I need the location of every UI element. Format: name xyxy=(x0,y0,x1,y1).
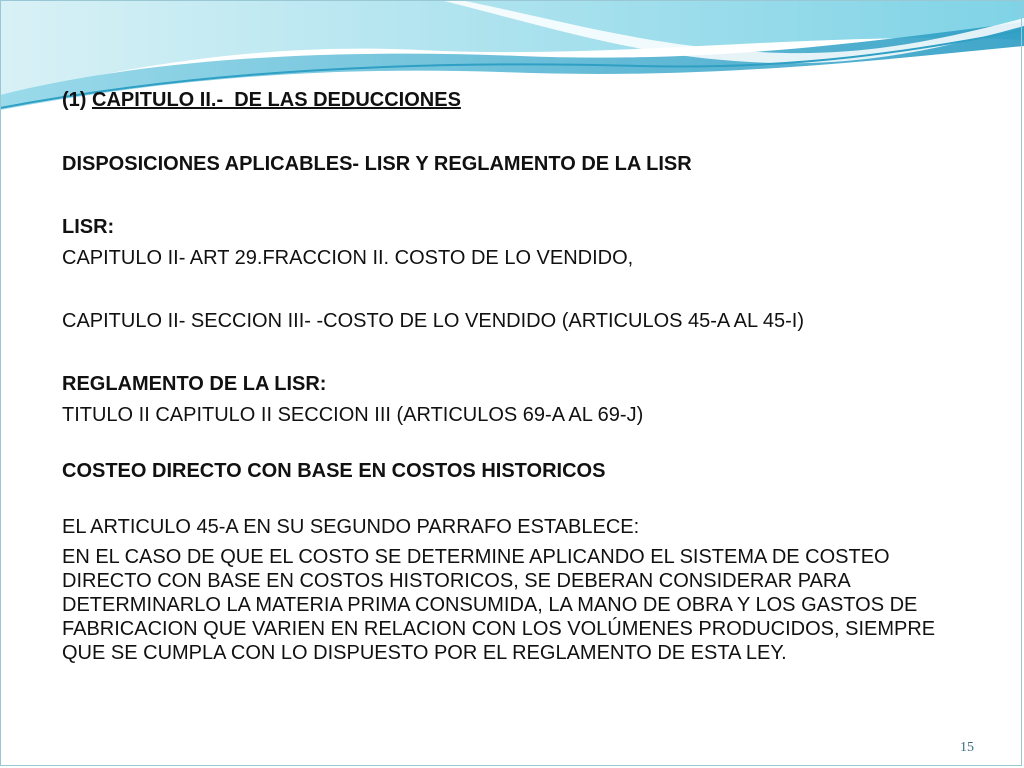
lisr-item-1: CAPITULO II- ART 29.FRACCION II. COSTO DE LO VENDIDO, xyxy=(62,247,634,269)
disposiciones-heading: DISPOSICIONES APLICABLES- LISR Y REGLAMENTO DE LA LISR xyxy=(62,153,692,175)
costeo-heading: COSTEO DIRECTO CON BASE EN COSTOS HISTORICOS xyxy=(62,460,606,482)
articulo-intro: EL ARTICULO 45-A EN SU SEGUNDO PARRAFO ESTABLECE: xyxy=(62,516,640,538)
lisr-item-2: CAPITULO II- SECCION III- -COSTO DE LO VENDIDO (ARTICULOS 45-A AL 45-I) xyxy=(62,310,805,332)
chapter-heading xyxy=(62,88,982,112)
heading-underlined: CAPITULO II.- DE LAS DEDUCCIONES xyxy=(92,89,461,111)
slide-number: 15 xyxy=(960,740,974,755)
reglamento-label: REGLAMENTO DE LA LISR: xyxy=(62,373,327,395)
articulo-text: EN EL CASO DE QUE EL COSTO SE DETERMINE APLICANDO EL SISTEMA DE COSTEO DIRECTO CON BASE EN COSTOS HISTORICOS, SE DEBERAN CONSIDERAR PARA DETERMINARLO LA MATERIA PRIMA CONSUMIDA, LA MANO DE OBRA Y LOS GASTOS DE FABRICACION QUE VARIEN EN RELACION CON LOS VOLÚMENES PRODUCIDOS, SIEMPRE QUE SE CUMPLA CON LO DISPUESTO POR EL REGLAMENTO DE ESTA LEY. xyxy=(62,546,936,664)
slide-body xyxy=(62,88,982,665)
lisr-label: LISR: xyxy=(62,216,115,238)
heading-prefix: (1) xyxy=(62,89,92,111)
reglamento-item: TITULO II CAPITULO II SECCION III (ARTICULOS 69-A AL 69-J) xyxy=(62,404,644,426)
